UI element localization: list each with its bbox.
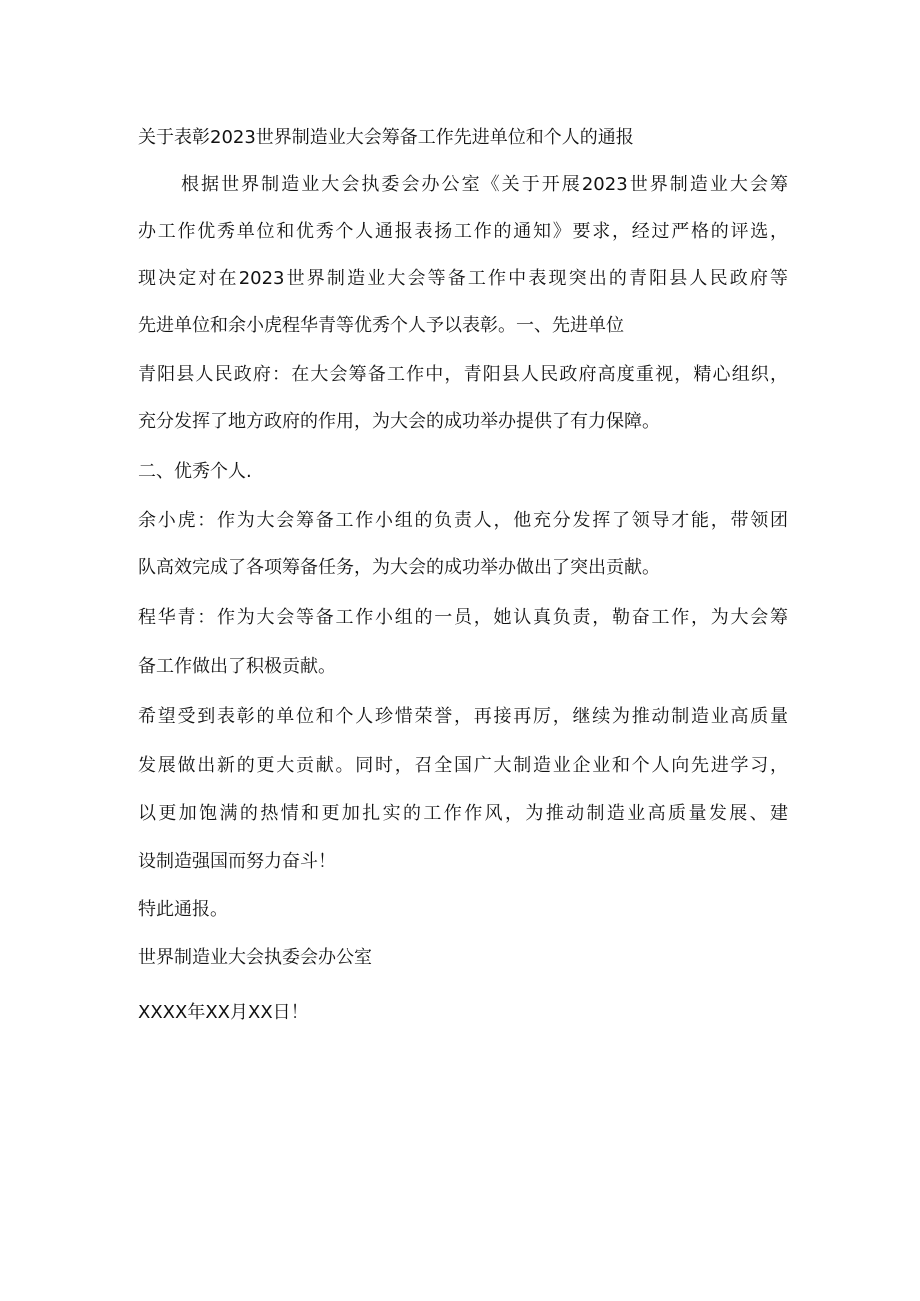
person2-line-2: 备工作做出了积极贡献。 <box>138 656 336 677</box>
person2-line-1: 程华青：作为大会等备工作小组的一员，她认真负责，勒奋工作，为大会筹 <box>138 607 788 628</box>
unit-line-2: 充分发挥了地方政府的作用，为大会的成功举办提供了有力保障。 <box>138 411 660 432</box>
document-title: 关于表彰2023世界制造业大会筹备工作先进单位和个人的通报 <box>138 127 634 148</box>
intro-line-2: 办工作优秀单位和优秀个人通报表扬工作的通知》要求，经过严格的评选， <box>138 221 788 242</box>
section-heading-individuals: 二、优秀个人. <box>138 461 252 482</box>
closing-line-1: 希望受到表彰的单位和个人珍惜荣誉，再接再厉，继续为推动制造业高质量 <box>138 706 788 727</box>
person1-line-2: 队高效完成了各项筹备任务，为大会的成功举办做出了突出贡献。 <box>138 557 660 578</box>
issuer-name: 世界制造业大会执委会办公室 <box>138 947 372 968</box>
intro-line-1: 根据世界制造业大会执委会办公室《关于开展2023世界制造业大会筹 <box>181 174 788 195</box>
intro-line-3: 现决定对在2023世界制造业大会等备工作中表现突出的青阳县人民政府等 <box>138 268 788 289</box>
unit-line-1: 青阳县人民政府：在大会筹备工作中，青阳县人民政府高度重视，精心组织， <box>138 364 788 385</box>
closing-line-3: 以更加饱满的热情和更加扎实的工作作风，为推动制造业高质量发展、建 <box>138 803 788 824</box>
closing-line-2: 发展做出新的更大贡献。同时，召全国广大制造业企业和个人向先进学习， <box>138 755 788 776</box>
notice-text: 特此通报。 <box>138 899 228 920</box>
issue-date: XXXX年XX月XX日！ <box>138 1002 309 1023</box>
intro-line-4: 先进单位和余小虎程华青等优秀个人予以表彰。一、先进单位 <box>138 315 624 336</box>
person1-line-1: 余小虎：作为大会筹备工作小组的负责人，他充分发挥了领导才能，带领团 <box>138 510 788 531</box>
closing-line-4: 设制造强国而努力奋斗！ <box>138 851 336 872</box>
